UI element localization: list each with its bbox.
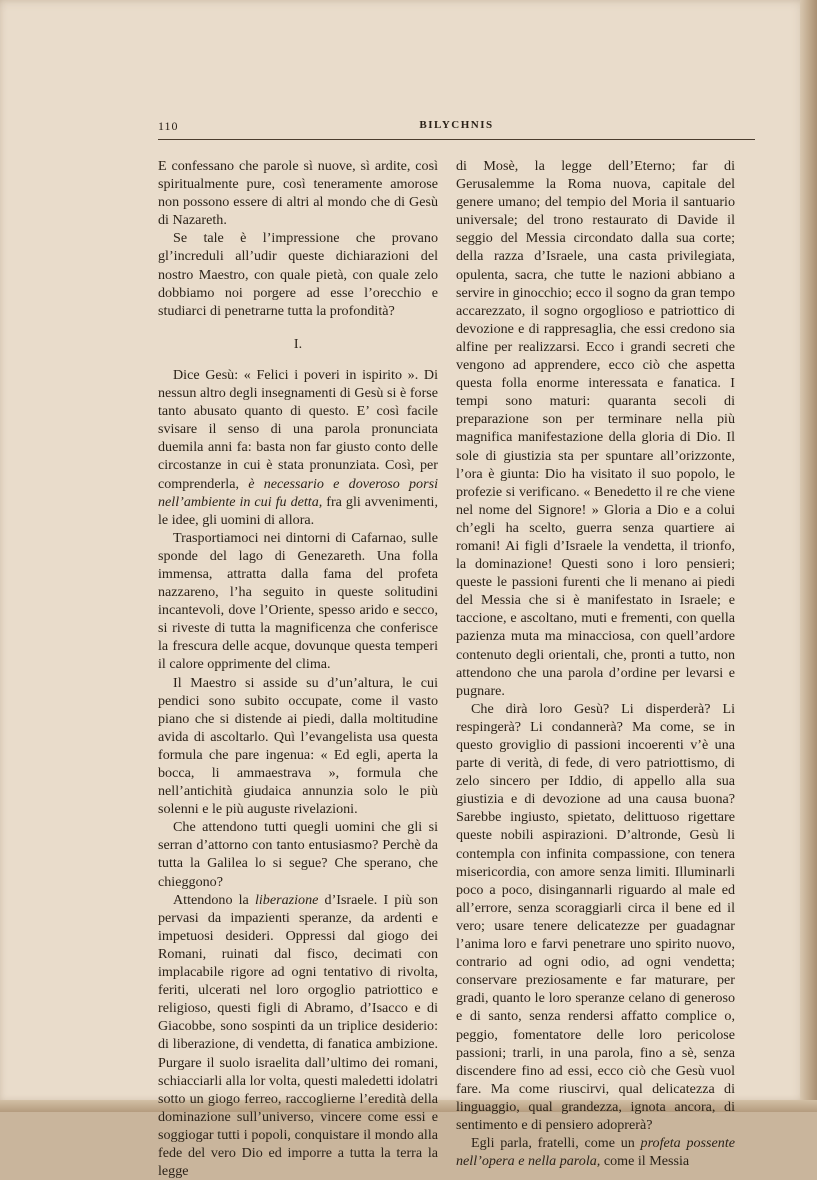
paragraph: Che attendono tutti quegli uomini che gli si serran d’attorno con tanto entusiasmo? Perchè da tutta la Galilea lo si segue? Che sperano, che chieggono? [158, 819, 438, 890]
italic-phrase: profeta possente nell’opera e nella parola, [456, 1135, 735, 1170]
italic-phrase: è necessario e doveroso porsi nell’ambiente in cui fu detta, [158, 475, 438, 510]
paragraph: E confessano che parole sì nuove, sì ardite, così spiritualmente pure, così teneramente amorose non possono essere di altri al mondo che di Gesù di Nazareth. [158, 158, 438, 229]
text-run: Dice Gesù: « Felici i poveri in ispirito ». Di nessun altro degli insegnamenti di Gesù si è forse tanto abusato quanto di questo. E’ così facile svisare il senso di una parola pronunciata duemila anni fa: basta non far giusto conto delle circostanze in cui è stata pronunziata. Così, per comprenderla, [158, 366, 438, 492]
paragraph: Trasportiamoci nei dintorni di Cafarnao, sulle sponde del lago di Genezareth. Una folla immensa, attratta dalla fama del profeta nazzareno, l’ha seguito in queste solitudini incantevoli, dove l’Oriente, spesso arido e secco, si riveste di tutta la magnificenza che conferisce la frescura delle acque, dovunque questa temperi il calore opprimente del clima. [158, 529, 438, 673]
paragraph [158, 366, 438, 529]
paragraph [456, 1134, 735, 1170]
paragraph: Che dirà loro Gesù? Li disperderà? Li respingerà? Li condannerà? Ma come, se in questo groviglio di passioni incoerenti v’è una parte di verità, di fede, di vero patriottismo, di zelo sincero per Iddio, di appello alla sua giustizia e di devozione ad una causa buona? Sarebbe ingiusto, spietato, delittuoso rigettare queste nobili aspirazioni. D’altronde, Gesù li contempla con infinita compassione, con tenera misericordia, con amore senza limiti. Illuminarli poco a poco, disingannarli riguardo al male ed all’errore, senza scoraggiarli circa il bene ed il vero; usare tenere delicatezze per guadagnar l’anima loro e farvi penetrare uno spirito nuovo, contrario ad ogni odio, ad ogni vendetta; conservare preziosamente e far maturare, per gradi, quanto le loro speranze celano di generoso e di santo, senza rendersi affatto complice o, peggio, fomentatore delle loro pericolose passioni; trarli, in una parola, fino a sè, senza discendere fino ad essi, ecco ciò che Gesù vuol fare. Ma come riuscirvi, qual delicatezza di linguaggio, qual grandezza, ignota ancora, di sentimento e di pensiero adoprerà? [456, 700, 735, 1133]
left-column [158, 157, 438, 1180]
paragraph [158, 891, 438, 1180]
italic-word: liberazione [254, 891, 319, 908]
paragraph: di Mosè, la legge dell’Eterno; far di Gerusalemme la Roma nuova, capitale del genere umano; del tempio del Moria il santuario universale; del trono restaurato di Davide il seggio del Messia circondato dalla sua corte; della razza d’Israele, una casta privilegiata, opulenta, sacra, che tutte le nazioni abbiano a servire in ginocchio; ecco il sogno da gran tempo accarezzato, il sogno orgoglioso e patriottico di devozione e di rappresaglia, che essi credono sia alfine per realizzarsi. Ecco i grandi secreti che vengono ad apprendere, ecco ciò che aspetta questa folla enorme interessata e fanatica. I tempi sono maturi: quaranta secoli di preparazione son per terminare nella più magnifica manifestazione della gloria di Dio. Il sole di giustizia sta per spuntare all’orizzonte, l’ora è giunta: Dio ha visitato il suo popolo, le profezie si verificano. « Benedetto il re che viene nel nome del Signore! » Gloria a Dio e a colui ch’egli ha scelto, guerra senza quartiere ai romani! Ai figli d’Israele la vendetta, il trionfo, la dominazione! Questi sono i loro pensieri; queste le passioni furenti che li menano ai piedi del Messia che si è manifestato in Israele; e taccione, e ascoltano, muti e frementi, con quella pazienza muta ma minacciosa, con quell’ardore contenuto degli orientali, che, pronti a tutto, non attendono che una parola d’ordine per levarsi e pugnare. [456, 158, 735, 699]
page-edge-right [800, 0, 817, 1112]
running-title: BILYCHNIS [419, 119, 494, 131]
text-run: Attendono la [173, 891, 249, 908]
right-column [456, 157, 735, 1170]
text-run: come il Messia [603, 1153, 690, 1170]
paragraph: Se tale è l’impressione che provano gl’increduli all’udir queste dichiarazioni del nostro Maestro, con quale pietà, con quale zelo dobbiamo noi porgere ad esse l’orecchio e studiarci di penetrarne tutta la profondità? [158, 230, 438, 319]
section-heading: I. [293, 336, 303, 352]
running-header [158, 117, 755, 140]
text-run: d’Israele. I più son pervasi da impazienti speranze, da ardenti e impetuosi desideri. Oppressi dal giogo dei Romani, ruinati dal fisco, decimati con implacabile rigore ad ogni tentativo di rivolta, feriti, ulcerati nel loro orgoglio patriottico e religioso, questi figli di Abramo, d’Isacco e di Giacobbe, sono sospinti da un triplice desiderio: di liberazione, di vendetta, di fanatica ambizione. Purgare il suolo israelita dall’ultimo dei romani, schiacciarli alla lor volta, questi maledetti idolatri sotto un giogo ferreo, raccoglierne l’eredità della dominazione sull’universo, vincere come essi e soggiogar tutti i popoli, conquistare il mondo alla fede del vero Dio ed imporre a tutta la terra la legge [158, 891, 439, 1180]
text-run: fra gli avvenimenti, le idee, gli uomini di allora. [158, 493, 438, 528]
text-run: Egli parla, fratelli, come un [471, 1135, 635, 1152]
page-number: 110 [158, 119, 179, 133]
paragraph: Il Maestro si asside su d’un’altura, le cui pendici sono subito occupate, come il vasto piano che si distende ai piedi, dalla moltitudine avida di ascoltarlo. Quì l’evangelista usa questa formula che pare ingenua: « Ed egli, aperta la bocca, li ammaestrava », formula che nell’antichità giudaica annunzia solo le più solenni e le più auguste rivelazioni. [158, 674, 438, 818]
